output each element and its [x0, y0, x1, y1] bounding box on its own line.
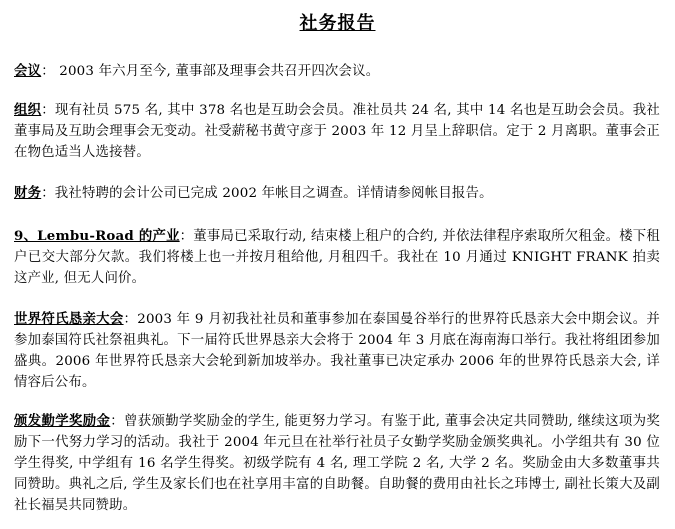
section-body: ： 2003 年六月至今, 董事部及理事会共召开四次会议。 — [41, 64, 380, 79]
section-body: ：董事局已采取行动, 结束楼上租户的合约, 并依法律程序索取所欠租金。楼下租户已交大部分欠款。我们将楼上也一并按月租给他, 月租四千。我社在 10 月通过 KNIGHT FRANK 拍卖这产业, 但无人问价。 — [14, 229, 660, 286]
section-body: ：2003 年 9 月初我社社员和董事参加在泰国曼谷举行的世界符氏恳亲大会中期会议。并参加泰国符氏社祭祖典礼。下一届符氏世界恳亲大会将于 2004 年 3 月底在海南海口举行。我社将组团参加盛典。2006 年世界符氏恳亲大会轮到新加坡举办。我社董事已决定承办 2006 年的世界符氏恳亲大会, 详情容后公布。 — [14, 312, 660, 390]
section-world-convention — [14, 309, 660, 393]
section-heading: 颁发勤学奖励金 — [14, 413, 111, 429]
section-organization — [14, 100, 660, 163]
section-heading: 9、Lembu-Road 的产业 — [14, 228, 180, 244]
section-heading: 财务 — [14, 185, 42, 201]
section-finance — [14, 183, 660, 204]
section-meetings — [14, 61, 660, 82]
section-scholarship — [14, 411, 660, 516]
section-body: ：现有社员 575 名, 其中 378 名也是互助会会员。准社员共 24 名, 其中 14 名也是互助会会员。我社董事局及互助会理事会无变动。社受薪秘书黄守彦于 2003 年 12 月呈上辞职信。定于 2 月离职。董事会正在物色适当人选接替。 — [14, 103, 661, 160]
section-body: ：我社特聘的会计公司已完成 2002 年帐目之调查。详情请参阅帐目报告。 — [41, 186, 493, 201]
section-heading: 会议 — [14, 63, 42, 79]
section-heading: 组织 — [14, 102, 42, 118]
page-title: 社务报告 — [299, 13, 376, 34]
section-body: ：曾获颁勤学奖励金的学生, 能更努力学习。有鉴于此, 董事会决定共同赞助, 继续这项为奖励下一代努力学习的活动。我社于 2004 年元旦在社举行社员子女勤学奖励金颁奖典礼。小学组共有 30 位学生得奖, 中学组有 16 名学生得奖。初级学院有 4 名, 理工学院 2 名, 大学 2 名。奖励金由大多数董事共同赞助。典礼之后, 学生及家长们也在社享用丰富的自助餐。自助餐的费用由社长之玮博士, 副社长策大及副社长福昊共同赞助。 — [14, 414, 660, 513]
section-heading: 世界符氏恳亲大会 — [14, 311, 124, 327]
section-property — [14, 226, 660, 289]
